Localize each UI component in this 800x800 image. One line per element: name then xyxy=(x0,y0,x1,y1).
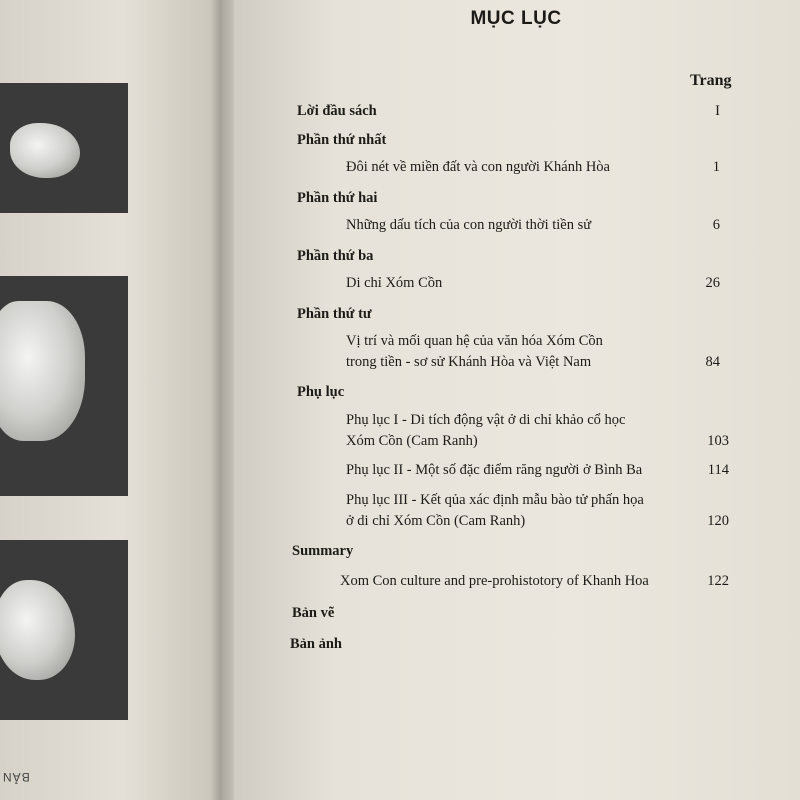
page-column-header: Trang xyxy=(690,72,732,89)
toc-entry: Phụ lục I - Di tích động vật ở di chỉ khảo cổ học xyxy=(346,412,626,428)
book-gutter xyxy=(210,0,234,800)
toc-entry-continued: trong tiền - sơ sử Khánh Hòa và Việt Nam xyxy=(346,354,592,370)
toc-section-phan-1: Phần thứ nhất xyxy=(297,132,387,148)
toc-section-summary: Summary xyxy=(292,543,354,559)
artifact-photo-3 xyxy=(0,540,128,720)
toc-entry: Đôi nét về miền đất và con người Khánh Hòa xyxy=(346,159,610,175)
artifact-photo-1 xyxy=(0,83,128,213)
toc-section-ban-anh: Bản ảnh xyxy=(290,636,342,652)
toc-page-number: 84 xyxy=(705,354,720,370)
left-page xyxy=(0,0,222,800)
toc-page-number: 122 xyxy=(707,573,729,589)
toc-entry: Di chỉ Xóm Cồn xyxy=(346,275,443,291)
toc-entry-continued: ở di chỉ Xóm Cồn (Cam Ranh) xyxy=(346,513,526,529)
toc-page-number: 26 xyxy=(705,275,720,291)
toc-section-phan-4: Phần thứ tư xyxy=(297,306,372,322)
toc-entry: Vị trí và mối quan hệ của văn hóa Xóm Cồn xyxy=(346,333,603,349)
toc-entry-continued: Xóm Cồn (Cam Ranh) xyxy=(346,433,478,449)
toc-section-phan-3: Phần thứ ba xyxy=(297,248,374,264)
toc-page-number: 1 xyxy=(712,159,720,175)
toc-entry: Xom Con culture and pre-prohistotory of Khanh Hoa xyxy=(340,573,649,589)
artifact-photo-2 xyxy=(0,276,128,496)
toc-section-phan-2: Phần thứ hai xyxy=(297,190,378,206)
toc-section-ban-ve: Bản vẽ xyxy=(292,605,335,621)
toc-page-number: 114 xyxy=(707,462,729,478)
toc-page-number: 120 xyxy=(707,513,729,529)
toc-page-number: 6 xyxy=(712,217,720,233)
toc-title: MỤC LỤC xyxy=(470,8,562,29)
left-page-caption: BẢN xyxy=(2,770,30,784)
faded-stamp xyxy=(415,538,645,678)
toc-entry-loi-dau-sach: Lời đầu sách xyxy=(297,103,377,119)
toc-page-number: I xyxy=(715,103,720,119)
toc-section-phu-luc: Phụ lục xyxy=(297,384,345,400)
toc-entry: Phụ lục II - Một số đặc điểm răng người ở Bình Ba xyxy=(346,462,643,478)
toc-page-number: 103 xyxy=(707,433,729,449)
toc-entry: Phụ lục III - Kết qủa xác định mẫu bào tử phấn họa xyxy=(346,492,644,508)
toc-entry: Những dấu tích của con người thời tiền sử xyxy=(346,217,592,233)
